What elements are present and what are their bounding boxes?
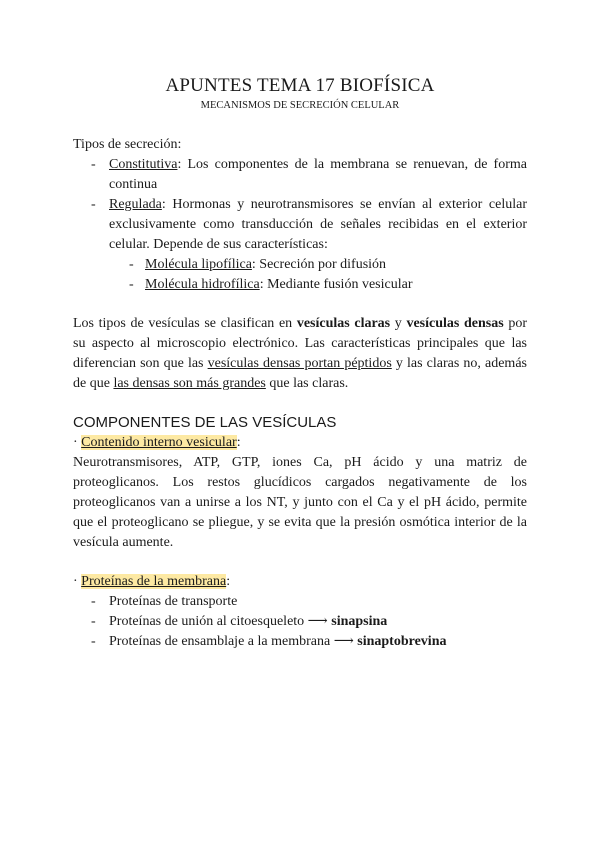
content-text: Neurotransmisores, ATP, GTP, iones Ca, pH ácido y una matriz de proteoglicanos. Los restos glucídicos cargados negativamente de los proteoglicanos van a unirse a los NT, y junto con el Ca y el pH ácido, permite que el proteoglicano se pliegue, y se evita que la presión osmótica interior de la vesícula aumente. [73,455,527,550]
underlined-phrase: vesículas densas portan péptidos [207,356,392,371]
lipophilic-term: Molécula lipofílica [145,257,252,272]
dash-bullet: - [129,257,134,272]
text-run: por su aspecto al microscopio electrónico. Las características principales que las diferencian son que las [73,316,528,371]
sub-list-item [73,255,527,275]
text-run: Los tipos de vesículas se clasifican en [73,316,297,331]
dash-bullet: - [91,157,96,172]
page-subtitle: MECANISMOS DE SECRECIÓN CELULAR [200,100,400,111]
content-label: Contenido interno vesicular [81,435,237,450]
regulated-text: : Hormonas y neurotransmisores se envían al exterior celular exclusivamente como transducción de señales recibidas en el exterior celular. Depende de sus características: [109,197,527,252]
dot-bullet: · [73,435,82,450]
dash-bullet: - [129,277,134,292]
content-label-line [73,433,527,453]
constitutive-term: Constitutiva [109,157,178,172]
dot-bullet: · [73,574,82,589]
protein-text: Proteínas de ensamblaje a la membrana ⟶ [109,634,358,649]
proteins-label-line [73,572,527,592]
page-title: APUNTES TEMA 17 BIOFÍSICA [165,75,435,96]
dense-vesicles-term: vesículas densas [406,316,504,331]
list-item-protein [73,592,527,612]
dash-bullet: - [91,594,96,609]
components-heading: COMPONENTES DE LAS VESÍCULAS [73,414,337,431]
sub-list-item [73,275,527,295]
underlined-phrase: las densas son más grandes [113,376,266,391]
list-item-regulated [73,195,527,255]
secretion-section [73,135,527,295]
protein-text: Proteínas de unión al citoesqueleto ⟶ [109,614,332,629]
list-item-constitutive [73,155,527,195]
colon: : [226,574,231,589]
constitutive-text: : Los componentes de la membrana se renuevan, de forma continua [109,157,527,192]
text-run: y [390,316,407,331]
content-section [73,433,527,553]
clear-vesicles-term: vesículas claras [296,316,391,331]
text-run: que las claras. [265,376,349,391]
hydrophilic-text: : Mediante fusión vesicular [259,277,413,292]
vesicles-paragraph [73,314,527,394]
lipophilic-text: : Secreción por difusión [251,257,387,272]
protein-name: sinapsina [331,614,388,629]
list-item-protein [73,632,527,652]
regulated-term: Regulada [109,197,162,212]
proteins-section [73,572,527,652]
secretion-intro: Tipos de secreción: [73,137,182,152]
text-run: y las claras no, además de que [73,356,527,391]
list-item-protein [73,612,527,632]
protein-text: Proteínas de transporte [109,594,238,609]
dash-bullet: - [91,614,96,629]
proteins-label: Proteínas de la membrana [81,574,227,589]
hydrophilic-term: Molécula hidrofílica [145,277,260,292]
protein-name: sinaptobrevina [357,634,447,649]
dash-bullet: - [91,634,96,649]
dash-bullet: - [91,197,96,212]
colon: : [236,435,241,450]
